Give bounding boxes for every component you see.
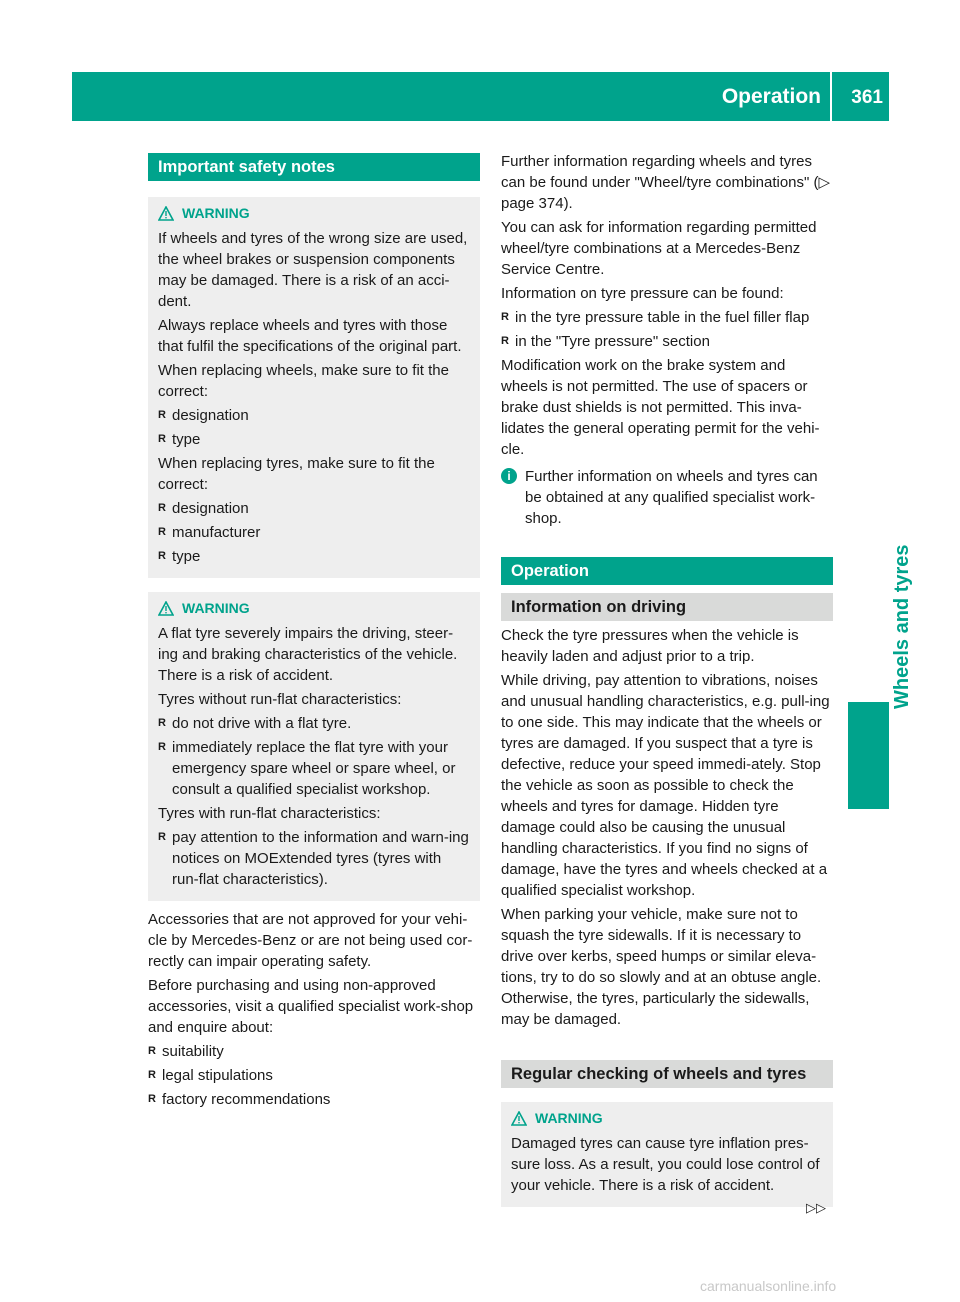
warning-box-1: [148, 197, 480, 578]
info-icon: i: [501, 468, 517, 484]
list-item: R pay attention to the information and warn-ing notices on MOExtended tyres (tyres with run-flat characteristics).: [158, 829, 469, 888]
warning-label: WARNING: [182, 205, 250, 221]
paragraph: Tyres with run-flat characteristics:: [158, 805, 381, 822]
left-column: [148, 153, 480, 1113]
paragraph: Before purchasing and using non-approved accessories, visit a qualified specialist work-shop and enquire about:: [148, 977, 474, 1036]
paragraph: Tyres without run-flat characteristics:: [158, 691, 402, 708]
warning-icon: [158, 601, 174, 616]
continue-mark: ▷▷: [806, 1200, 826, 1215]
warning-label: WARNING: [535, 1110, 603, 1126]
paragraph: When parking your vehicle, make sure not to squash the tyre sidewalls. If it is necessary to drive over kerbs, speed humps or similar eleva-tions, try to do so slowly and at an obtuse angle. Otherwise, the tyres, particularly the sidewalls, may be damaged.: [501, 906, 822, 1028]
list-item: R legal stipulations: [148, 1067, 273, 1084]
heading-information-on-driving: Information on driving: [501, 593, 833, 621]
paragraph: When replacing wheels, make sure to fit the correct:: [158, 362, 449, 400]
paragraph: When replacing tyres, make sure to fit the correct:: [158, 455, 435, 493]
paragraph: You can ask for information regarding permitted wheel/tyre combinations at a Mercedes-Benz Service Centre.: [501, 219, 817, 278]
side-tab-marker: [848, 702, 889, 809]
paragraph: Damaged tyres can cause tyre inflation pres-sure loss. As a result, you could lose control of your vehicle. There is a risk of accident.: [511, 1135, 820, 1194]
paragraph: Further information regarding wheels and tyres can be found under "Wheel/tyre combinations" (▷ page 374).: [501, 153, 831, 212]
heading-important-safety-notes: Important safety notes: [148, 153, 480, 181]
list-item: R immediately replace the flat tyre with your emergency spare wheel or spare wheel, or consult a qualified specialist workshop.: [158, 739, 456, 798]
paragraph: A flat tyre severely impairs the driving, steer-ing and braking characteristics of the vehicle. There is a risk of accident.: [158, 625, 458, 684]
paragraph: Check the tyre pressures when the vehicle is heavily laden and adjust prior to a trip.: [501, 627, 799, 665]
heading-regular-checking: Regular checking of wheels and tyres: [501, 1060, 833, 1088]
warning-header: [158, 598, 470, 619]
info-text: Further information on wheels and tyres can be obtained at any qualified specialist work-shop.: [525, 468, 818, 527]
paragraph: While driving, pay attention to vibrations, noises and unusual handling characteristics, e.g. pull-ing to one side. This may indicate that the wheels or tyres are damaged. If you suspect that a tyre is defective, reduce your speed immedi-ately. Stop the vehicle as soon as possible to check the wheels and tyres for damage. Hidden tyre damage could also be causing the unusual handling characteristics. If you find no signs of damage, have the tyres and wheels checked at a qualified specialist workshop.: [501, 672, 830, 899]
list-item: R designation: [158, 500, 249, 517]
list-item: R type: [158, 431, 201, 448]
list-item: R designation: [158, 407, 249, 424]
list-item: R suitability: [148, 1043, 224, 1060]
warning-header: [158, 203, 470, 224]
section-title: Operation: [721, 85, 821, 108]
accessories-section: [148, 909, 480, 1110]
warning-header: [511, 1108, 823, 1129]
right-column: [501, 151, 833, 1207]
heading-operation: Operation: [501, 557, 833, 585]
warning-box-2: [148, 592, 480, 901]
warning-box-3: [501, 1102, 833, 1207]
header-divider: [830, 72, 832, 121]
warning-icon: [158, 206, 174, 221]
page-number: 361: [851, 87, 883, 108]
paragraph: Always replace wheels and tyres with those that fulfil the specifications of the original part.: [158, 317, 462, 355]
paragraph: Information on tyre pressure can be found:: [501, 285, 784, 302]
warning-label: WARNING: [182, 600, 250, 616]
warning-icon: [511, 1111, 527, 1126]
paragraph: Modification work on the brake system and wheels is not permitted. The use of spacers or brake dust shields is not permitted. This inva-lidates the general operating permit for the vehi-cle.: [501, 357, 820, 458]
info-note: [501, 466, 833, 529]
list-item: R in the "Tyre pressure" section: [501, 333, 710, 350]
paragraph: Accessories that are not approved for your vehi-cle by Mercedes-Benz or are not being used cor-rectly can impair operating safety.: [148, 911, 473, 970]
list-item: R in the tyre pressure table in the fuel filler flap: [501, 309, 810, 326]
driving-section: [501, 625, 833, 1030]
side-tab-label: Wheels and tyres: [891, 544, 913, 709]
list-item: R manufacturer: [158, 524, 261, 541]
watermark: carmanualsonline.info: [700, 1278, 837, 1294]
list-item: R type: [158, 548, 201, 565]
list-item: R do not drive with a flat tyre.: [158, 715, 352, 732]
paragraph: If wheels and tyres of the wrong size are used, the wheel brakes or suspension components may be damaged. There is a risk of an acci-dent.: [158, 230, 468, 310]
side-tab: [848, 544, 913, 709]
list-item: R factory recommendations: [148, 1091, 331, 1108]
header-bar: [72, 72, 889, 121]
